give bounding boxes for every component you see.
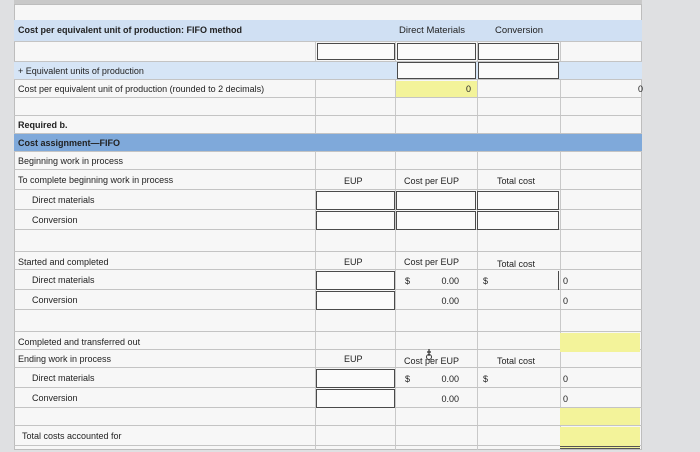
input-cell[interactable] xyxy=(316,211,395,230)
input-cell[interactable] xyxy=(316,389,395,408)
cost-per-eup-header: Cost per EUP xyxy=(404,356,460,366)
dollar-sign: $ xyxy=(405,374,411,384)
input-cell[interactable] xyxy=(478,43,559,60)
plus-icon: + xyxy=(18,66,24,76)
row-label-direct-materials: Direct materials xyxy=(32,195,95,205)
row-label-equivalent-units: + Equivalent units of production xyxy=(18,66,144,76)
input-cell[interactable] xyxy=(316,271,395,290)
input-cell[interactable] xyxy=(316,291,395,310)
row-label-bwip: Beginning work in process xyxy=(18,156,124,166)
input-cell[interactable] xyxy=(396,211,476,230)
input-cell[interactable] xyxy=(477,211,559,230)
input-cell[interactable] xyxy=(397,43,476,60)
row-label-conversion: Conversion xyxy=(32,295,78,305)
table-row xyxy=(14,152,642,170)
conv-total-value: 0 xyxy=(562,296,568,306)
required-label: Required b. xyxy=(18,120,68,130)
row-label-direct-materials: Direct materials xyxy=(32,275,95,285)
row-label-completed-transferred: Completed and transferred out xyxy=(18,337,141,347)
conv-rate-value: 0.00 xyxy=(441,296,459,306)
dm-cost-per-eu-cell: 0 xyxy=(396,81,477,97)
conv-cost-per-eu-cell: 0 xyxy=(637,84,643,94)
input-cell[interactable] xyxy=(396,191,476,210)
eup-header: EUP xyxy=(344,257,363,267)
total-cost-header: Total cost xyxy=(497,176,536,186)
input-cell[interactable] xyxy=(316,191,395,210)
conv-total-value: 0 xyxy=(562,394,568,404)
table-row xyxy=(14,332,642,350)
total-cost-header: Total cost xyxy=(497,356,536,366)
row-label-started-completed: Started and completed xyxy=(18,257,109,267)
dm-rate-value: 0.00 xyxy=(441,374,459,384)
section-band xyxy=(14,134,642,152)
cost-per-eup-header: Cost per EUP xyxy=(404,176,460,186)
total-costs-cell xyxy=(560,427,640,449)
dollar-sign: $ xyxy=(405,276,411,286)
dm-total-value: 0 xyxy=(562,276,568,286)
row-label-ending-wip: Ending work in process xyxy=(18,354,112,364)
row-label-direct-materials: Direct materials xyxy=(32,373,95,383)
eup-header: EUP xyxy=(344,354,363,364)
section-title: Cost assignment—FIFO xyxy=(18,138,121,148)
eup-header: EUP xyxy=(344,176,363,186)
dollar-sign: $ xyxy=(483,276,489,286)
input-cell[interactable] xyxy=(317,43,395,60)
table-row xyxy=(14,252,642,270)
col-header-conversion: Conversion xyxy=(495,25,544,36)
table-row xyxy=(14,116,642,134)
mouse-cursor-icon xyxy=(424,348,434,360)
row-label-cost-per-eu: Cost per equivalent unit of production (rounded to 2 decimals) xyxy=(18,84,265,94)
cost-per-eup-header: Cost per EUP xyxy=(404,257,460,267)
conv-rate-value: 0.00 xyxy=(441,394,459,404)
dm-rate-value: 0.00 xyxy=(441,276,459,286)
input-cell[interactable] xyxy=(477,191,559,210)
row-label-to-complete: To complete beginning work in process xyxy=(18,175,174,185)
input-cell[interactable] xyxy=(316,369,395,388)
col-header-direct-materials: Direct Materials xyxy=(399,25,465,36)
table-row xyxy=(14,170,642,190)
dollar-sign: $ xyxy=(483,374,489,384)
row-label-total-costs: Total costs accounted for xyxy=(22,431,122,441)
total-cost-header: Total cost xyxy=(497,259,536,269)
table-row xyxy=(14,350,642,368)
table-header-row xyxy=(14,20,642,42)
input-cell[interactable] xyxy=(478,62,559,79)
row-label-conversion: Conversion xyxy=(32,393,78,403)
table-row xyxy=(14,426,642,446)
row-label-conversion: Conversion xyxy=(32,215,78,225)
dm-total-value: 0 xyxy=(562,374,568,384)
page-title: Cost per equivalent unit of production: FIFO method xyxy=(18,25,242,35)
input-cell[interactable] xyxy=(397,62,476,79)
